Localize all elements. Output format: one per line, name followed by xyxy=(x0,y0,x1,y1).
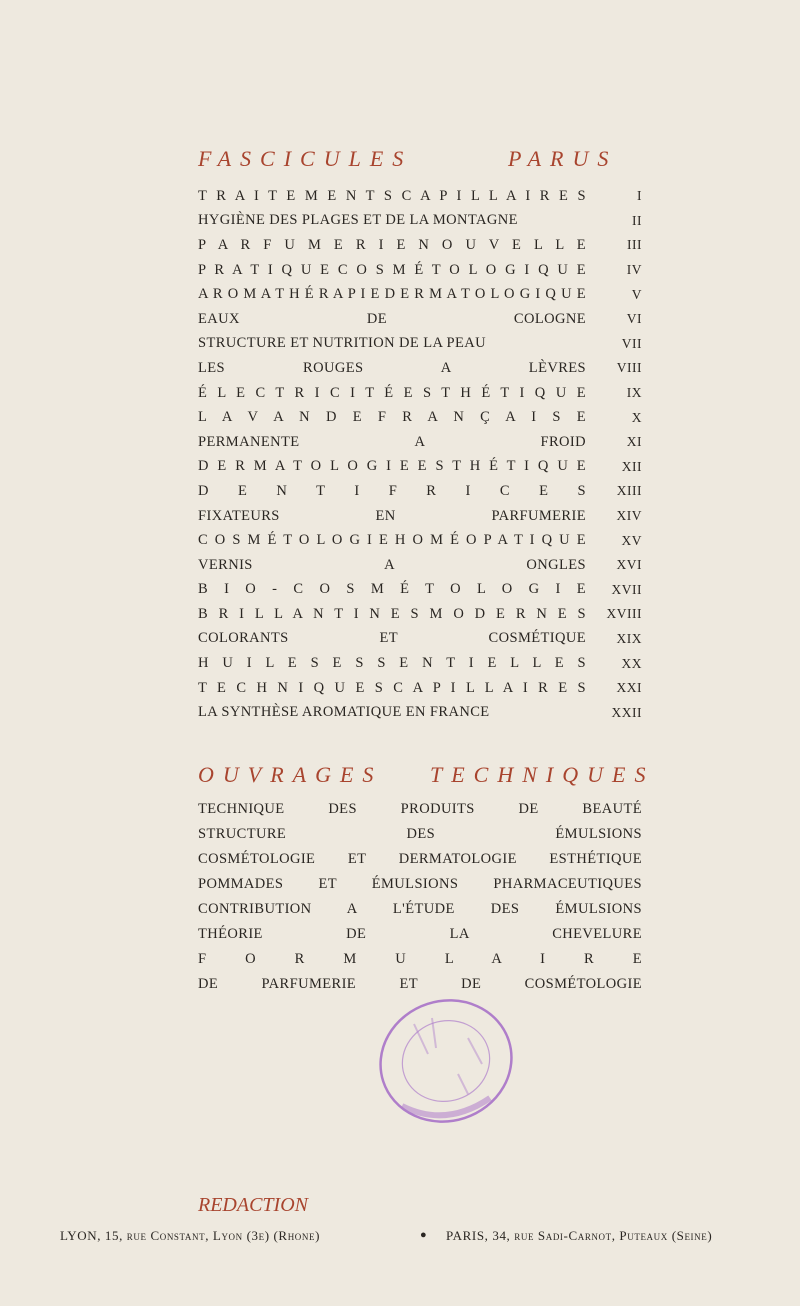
fascicule-row xyxy=(198,504,642,529)
fascicule-title: D E N T I F R I C E S xyxy=(198,482,586,499)
ouvrage-title: THÉORIE DE LA CHEVELURE xyxy=(198,926,642,942)
library-stamp-icon xyxy=(372,994,520,1128)
fascicule-row xyxy=(198,602,642,627)
fascicule-title: H U I L E S E S S E N T I E L L E S xyxy=(198,655,586,672)
fascicule-title: D E R M A T O L O G I E E S T H É T I Q U E xyxy=(198,458,586,475)
ouvrages-heading: OUVRAGES xyxy=(198,762,383,787)
fascicule-number: IV xyxy=(626,262,642,278)
paris-address: PARIS, 34, rue Sadi-Carnot, Puteaux (Seine) xyxy=(446,1228,713,1243)
fascicule-number: V xyxy=(631,286,642,302)
fascicule-row xyxy=(198,307,642,332)
separator-bullet-icon: ● xyxy=(420,1229,427,1241)
ouvrage-title: COSMÉTOLOGIE ET DERMATOLOGIE ESTHÉTIQUE xyxy=(198,851,642,867)
fascicule-number: XIV xyxy=(616,508,642,524)
fascicule-row xyxy=(198,233,642,258)
fascicule-row xyxy=(198,627,642,652)
fascicule-title: LES ROUGES A LÈVRES xyxy=(198,359,586,376)
fascicule-title: T E C H N I Q U E S C A P I L L A I R E S xyxy=(198,679,586,696)
fascicule-title: É L E C T R I C I T É E S T H É T I Q U E xyxy=(198,384,586,401)
ouvrage-row xyxy=(198,922,642,947)
ouvrage-row xyxy=(198,822,642,847)
fascicule-number: XI xyxy=(626,434,642,450)
fascicule-row xyxy=(198,184,642,209)
fascicule-number: XIII xyxy=(616,483,642,499)
fascicule-number: XX xyxy=(621,655,642,671)
fascicule-number: X xyxy=(631,409,642,425)
techniques-heading: TECHNIQUES xyxy=(430,762,655,787)
fascicule-title: B R I L L A N T I N E S M O D E R N E S xyxy=(198,605,586,622)
ouvrage-row xyxy=(198,947,642,972)
fascicule-title: P A R F U M E R I E N O U V E L L E xyxy=(198,236,586,253)
parus-heading: PARUS xyxy=(508,146,618,171)
fascicule-row xyxy=(198,700,642,725)
fascicule-number: I xyxy=(637,188,642,204)
fascicule-title: LA SYNTHÈSE AROMATIQUE EN FRANCE xyxy=(198,704,490,721)
ouvrage-title: F O R M U L A I R E xyxy=(198,951,642,967)
fascicule-number: XXI xyxy=(616,680,642,696)
fascicule-number: XIX xyxy=(616,630,642,646)
fascicule-title: C O S M É T O L O G I E H O M É O P A T I Q U E xyxy=(198,532,586,549)
fascicule-title: B I O - C O S M É T O L O G I E xyxy=(198,581,586,598)
fascicule-number: XVII xyxy=(611,581,642,597)
ouvrage-title: TECHNIQUE DES PRODUITS DE BEAUTÉ xyxy=(198,801,642,817)
fascicule-title: COLORANTS ET COSMÉTIQUE xyxy=(198,630,586,647)
fascicule-title: EAUX DE COLOGNE xyxy=(198,310,586,327)
fascicule-number: XVIII xyxy=(606,606,642,622)
fascicule-row xyxy=(198,676,642,701)
fascicule-number: XXII xyxy=(611,704,642,720)
fascicule-number: VI xyxy=(626,311,642,327)
fascicule-number: XII xyxy=(621,458,642,474)
lyon-address: LYON, 15, rue Constant, Lyon (3e) (Rhone) xyxy=(60,1228,321,1243)
fascicule-number: XV xyxy=(621,532,642,548)
fascicule-row xyxy=(198,479,642,504)
ouvrages-list xyxy=(198,797,642,997)
fascicules-heading: FASCICULES xyxy=(198,146,413,171)
fascicule-number: II xyxy=(632,212,642,228)
fascicule-title: A R O M A T H É R A P I E D E R M A T O L O G I Q U E xyxy=(198,286,586,303)
ouvrage-row xyxy=(198,847,642,872)
redaction-label: REDACTION xyxy=(198,1194,308,1216)
fascicule-title: L A V A N D E F R A N Ç A I S E xyxy=(198,409,586,426)
ouvrage-title: POMMADES ET ÉMULSIONS PHARMACEUTIQUES xyxy=(198,876,642,892)
fascicule-number: VIII xyxy=(616,360,642,376)
fascicule-row xyxy=(198,430,642,455)
fascicule-row xyxy=(198,578,642,603)
ouvrage-title: CONTRIBUTION A L'ÉTUDE DES ÉMULSIONS xyxy=(198,901,642,917)
fascicule-row xyxy=(198,528,642,553)
fascicules-list xyxy=(198,184,642,725)
ouvrage-row xyxy=(198,897,642,922)
ouvrage-row xyxy=(198,797,642,822)
fascicule-title: T R A I T E M E N T S C A P I L L A I R E S xyxy=(198,187,586,204)
fascicule-number: XVI xyxy=(616,557,642,573)
fascicule-number: IX xyxy=(626,385,642,401)
fascicule-row xyxy=(198,282,642,307)
ouvrage-title: DE PARFUMERIE ET DE COSMÉTOLOGIE xyxy=(198,976,642,992)
fascicule-title: FIXATEURS EN PARFUMERIE xyxy=(198,507,586,524)
fascicule-row xyxy=(198,553,642,578)
fascicule-row xyxy=(198,332,642,357)
ouvrage-title: STRUCTURE DES ÉMULSIONS xyxy=(198,826,642,842)
fascicule-row xyxy=(198,455,642,480)
fascicule-title: VERNIS A ONGLES xyxy=(198,556,586,573)
fascicule-number: VII xyxy=(621,335,642,351)
fascicule-row xyxy=(198,405,642,430)
fascicule-title: HYGIÈNE DES PLAGES ET DE LA MONTAGNE xyxy=(198,212,518,229)
fascicule-number: III xyxy=(627,237,642,253)
fascicule-title: STRUCTURE ET NUTRITION DE LA PEAU xyxy=(198,335,487,352)
fascicule-row xyxy=(198,651,642,676)
fascicule-title: PERMANENTE A FROID xyxy=(198,433,586,450)
fascicule-row xyxy=(198,381,642,406)
fascicule-title: P R A T I Q U E C O S M É T O L O G I Q U E xyxy=(198,261,586,278)
fascicule-row xyxy=(198,258,642,283)
fascicule-row xyxy=(198,209,642,234)
ouvrage-row xyxy=(198,872,642,897)
fascicule-row xyxy=(198,356,642,381)
